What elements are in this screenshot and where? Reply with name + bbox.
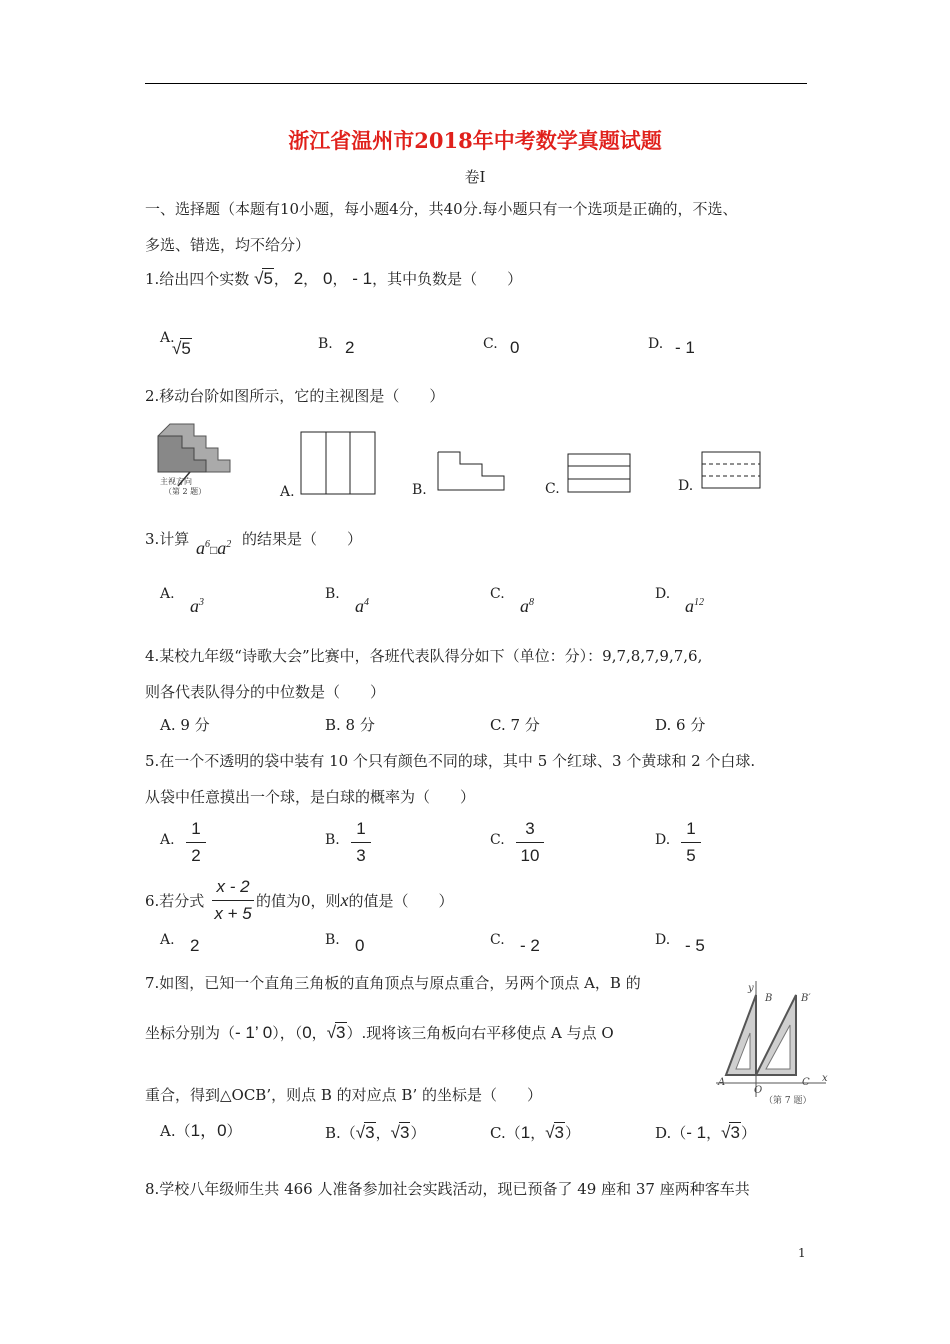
q7-option-a[interactable]: A.（1，0） [160,1121,242,1140]
q2-option-d-figure [700,450,764,492]
q1-option-b[interactable]: B. [318,336,333,352]
q5-option-d[interactable]: D. [655,832,671,848]
svg-text:x: x [822,1073,828,1084]
q7-option-c[interactable]: C.（1，√3） [490,1123,581,1142]
q3-option-c-value: $a^8$ [520,596,534,616]
q2-option-a[interactable]: A. [280,484,295,500]
q6-option-b[interactable]: B. [325,932,340,948]
volume-label: 卷I [464,168,486,186]
q1-option-b-value: 2 [345,338,355,357]
q5-option-b[interactable]: B. [325,832,340,848]
q1-sqrt: √5 [254,269,273,288]
q5-option-c[interactable]: C. [490,832,505,848]
section-heading-line2: 多选、错选，均不给分） [145,236,311,254]
question-7-line2: 坐标分别为（- 1’ 0），（0，√3）.现将该三角板向右平移使点 A 与点 O [145,1023,614,1042]
q3-option-b-value: $a^4$ [355,596,369,616]
svg-text:（第 7 题）: （第 7 题） [764,1096,812,1106]
q6-option-b-value: 0 [355,936,365,955]
svg-text:y: y [748,983,754,994]
header-rule [145,83,807,84]
q3-expression: $a^6□a^2$ [196,538,232,558]
q2-option-c[interactable]: C. [545,481,560,497]
q6-option-d[interactable]: D. [655,932,671,948]
q6-option-c-value: - 2 [520,936,540,955]
question-6-prefix: 6.若分式 [145,892,205,910]
q4-option-d[interactable]: D. 6 分 [655,716,706,734]
question-6-rest: 的值为0，则x的值是（ ） [256,890,454,910]
q1-option-a[interactable]: A. [160,330,175,346]
q5-option-b-fraction: 1 3 [351,818,371,867]
svg-text:主视方向: 主视方向 [160,477,192,486]
q5-option-c-fraction: 3 10 [516,818,544,867]
q1-option-c[interactable]: C. [483,336,498,352]
q3-suffix: 的结果是（ ） [242,530,363,548]
svg-text:（第 2 题）: （第 2 题） [164,487,207,496]
q3-option-c[interactable]: C. [490,586,505,602]
svg-text:B: B [765,993,773,1004]
q1-option-d[interactable]: D. [648,336,664,352]
question-7-line1: 7.如图，已知一个直角三角板的直角顶点与原点重合，另两个顶点 A，B 的 [145,974,641,992]
q7-option-d[interactable]: D.（- 1，√3） [655,1123,756,1142]
q2-option-d[interactable]: D. [678,478,694,494]
q4-option-a[interactable]: A. 9 分 [160,716,210,734]
q6-option-a[interactable]: A. [160,932,175,948]
q3-option-a-value: $a^3$ [190,596,204,616]
q2-option-c-figure [566,452,632,494]
q3-option-d-value: $a^{12}$ [685,596,704,616]
question-1: 1.给出四个实数 √5， 2， 0， - 1，其中负数是（ ） [145,269,523,288]
q1-prefix: 1.给出四个实数 [145,270,250,288]
q2-option-b-figure [436,450,508,494]
svg-text:A: A [718,1077,726,1088]
svg-text:O: O [754,1085,763,1096]
question-4-line2: 则各代表队得分的中位数是（ ） [145,683,386,701]
question-7-line3: 重合，得到△OCB’，则点 B 的对应点 B’ 的坐标是（ ） [145,1086,542,1104]
question-8-line1: 8.学校八年级师生共 466 人准备参加社会实践活动，现已预备了 49 座和 37 座两种客车共 [145,1180,750,1198]
q3-option-b[interactable]: B. [325,586,340,602]
q1-option-d-value: - 1 [675,338,695,357]
q7-option-b[interactable]: B.（√3，√3） [325,1123,426,1142]
q7-triangle-figure [712,975,832,1107]
question-5-line2: 从袋中任意摸出一个球，是白球的概率为（ ） [145,788,476,806]
q4-option-c[interactable]: C. 7 分 [490,716,540,734]
q1-option-a-value: √5 [172,339,191,358]
q6-option-a-value: 2 [190,936,200,955]
q5-option-a[interactable]: A. [160,832,175,848]
q6-option-c[interactable]: C. [490,932,505,948]
q6-fraction: x - 2 x + 5 [212,876,254,925]
question-4-line1: 4.某校九年级“诗歌大会”比赛中，各班代表队得分如下（单位：分）：9,7,8,7,9,7,6, [145,647,703,665]
q1-option-c-value: 0 [510,338,520,357]
q6-option-d-value: - 5 [685,936,705,955]
q2-option-b[interactable]: B. [412,482,427,498]
question-2: 2.移动台阶如图所示，它的主视图是（ ） [145,387,445,405]
question-5-line1: 5.在一个不透明的袋中装有 10 个只有颜色不同的球，其中 5 个红球、3 个黄球和 2 个白球. [145,752,756,770]
q5-option-a-fraction: 1 2 [186,818,206,867]
q4-option-b[interactable]: B. 8 分 [325,716,375,734]
q3-option-a[interactable]: A. [160,586,175,602]
q3-option-d[interactable]: D. [655,586,671,602]
page-number: 1 [798,1246,806,1260]
q5-option-d-fraction: 1 5 [681,818,701,867]
section-heading-line1: 一、选择题（本题有10小题，每小题4分，共40分.每小题只有一个选项是正确的，不选、 [145,200,738,218]
q2-option-a-figure [300,430,378,496]
question-3: 3.计算 [145,530,190,548]
svg-text:C: C [802,1077,810,1088]
svg-text:B′: B′ [801,993,811,1004]
q2-stairs-figure [150,414,240,496]
page-title: 浙江省温州市2018年中考数学真题试题 [288,128,662,153]
